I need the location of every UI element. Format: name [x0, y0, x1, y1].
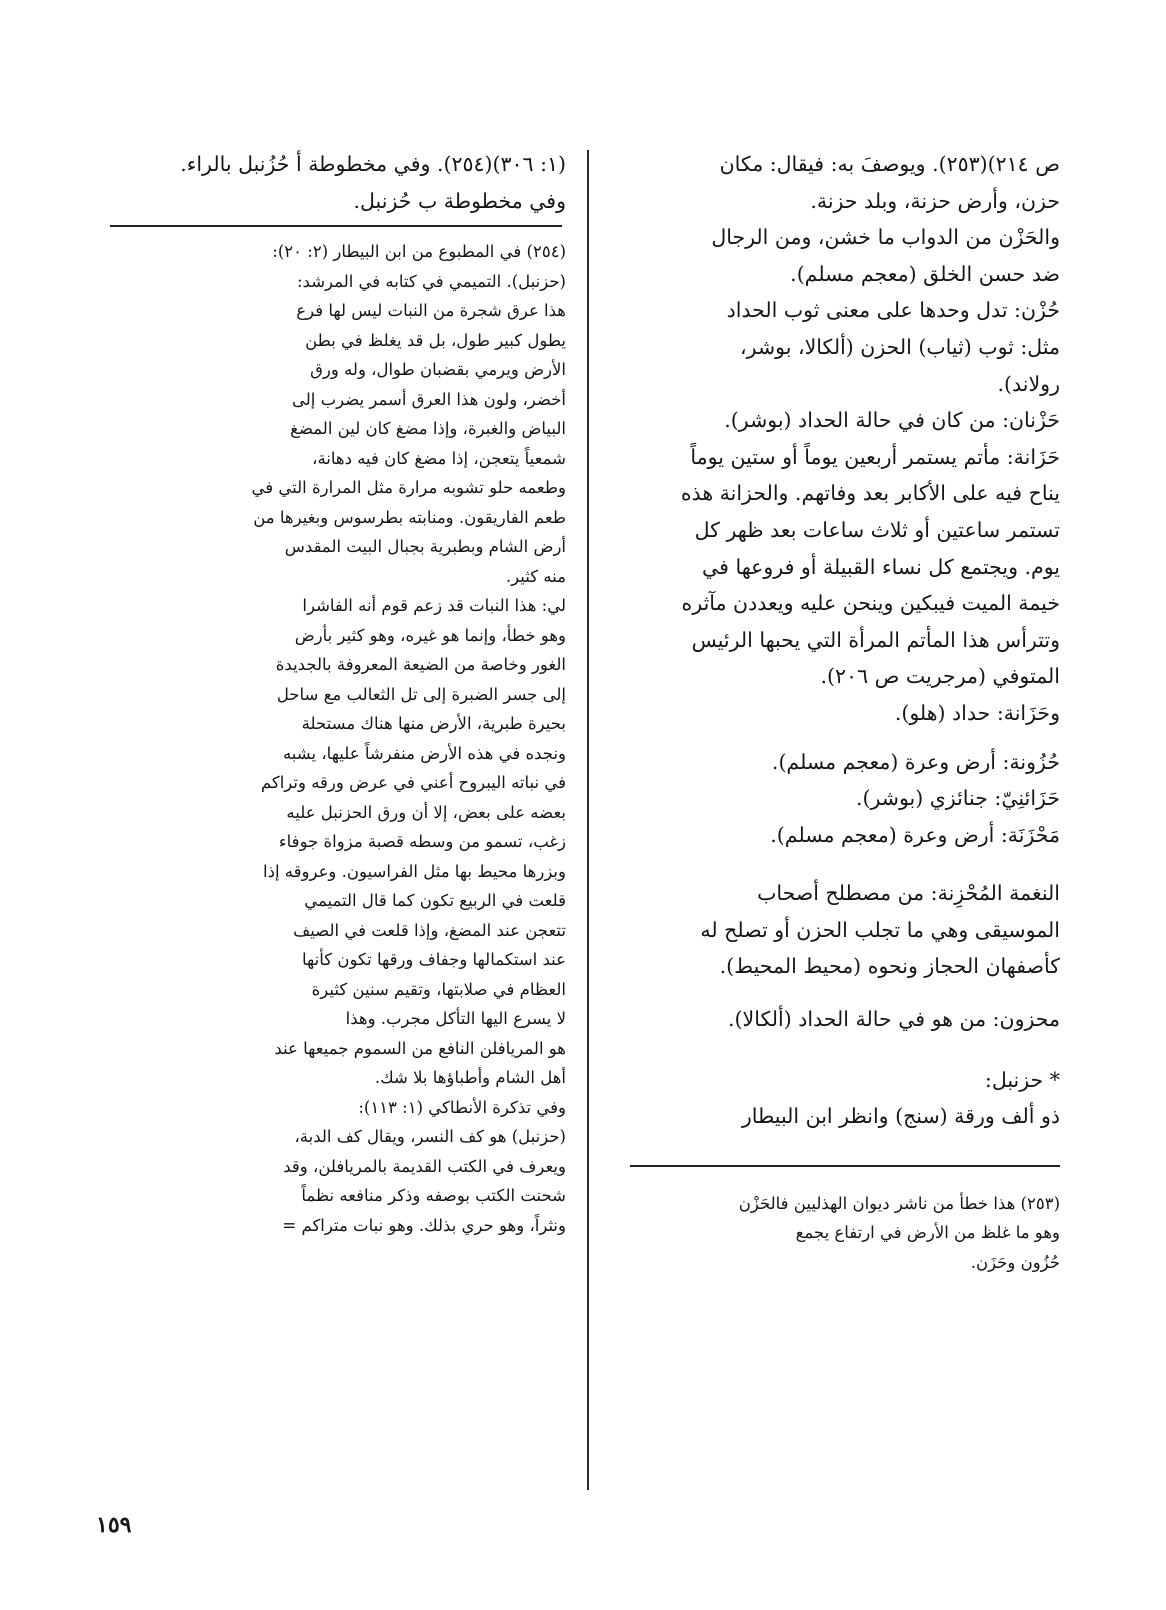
- right-hazanbal-entry: [620, 1062, 1060, 1135]
- text-line: ونثراً، وهو حري بذلك. وهو نبات متراكم =: [282, 1215, 566, 1235]
- text-line: وبزرها محيط بها مثل الفراسيون. وعروقه إذا: [263, 861, 566, 881]
- right-mahzun-entry: [620, 1001, 1060, 1038]
- text-line: وتترأس هذا المأتم المرأة التي يحبها الرئيس: [691, 627, 1060, 652]
- text-line: تتعجن عند المضغ، وإذا قلعت في الصيف: [293, 920, 566, 940]
- text-line: عند استكمالها وجفاف ورقها تكون كأنها: [302, 950, 566, 970]
- left-footnote: [110, 237, 566, 1240]
- text-line: وهو خطأ، وإنما هو غيره، وهو كثير بأرض: [294, 625, 566, 645]
- text-line: الغور وخاصة من الضيعة المعروفة بالجديدة: [275, 655, 566, 675]
- text-line: أهل الشام وأطباؤها بلا شك.: [374, 1068, 566, 1088]
- right-footnote: [620, 1189, 1060, 1278]
- text-line: البياض والغبرة، وإذا مضغ كان لين المضغ: [290, 419, 566, 439]
- text-line: خيمة الميت فيبكين وينحن عليه ويعددن مآثره: [681, 591, 1060, 616]
- page-number: ١٥٩: [96, 1512, 132, 1538]
- text-line: وطعمه حلو تشوبه مرارة مثل المرارة التي في: [251, 478, 566, 498]
- text-line: حُزُونة: أرض وعرة (معجم مسلم).: [771, 749, 1060, 774]
- text-line: يطول كبير طول، بل قد يغلظ في بطن: [305, 330, 566, 350]
- text-line: بحيرة طبرية، الأرض منها هناك مستحلة: [301, 714, 566, 734]
- text-line: يوم. ويجتمع كل نساء القبيلة أو فروعها في: [702, 554, 1060, 579]
- text-line: المتوفي (مرجريت ص ٢٠٦).: [820, 664, 1060, 689]
- text-line: بعضه على بعض، إلا أن ورق الحزنبل عليه: [286, 802, 566, 822]
- text-line: وحَزَانة: حداد (هلو).: [894, 700, 1060, 725]
- text-line: حَزَانة: مأتم يستمر أربعين يوماً أو ستين يوماً: [690, 444, 1060, 469]
- text-line: وفي تذكرة الأنطاكي (١: ١١٣):: [358, 1097, 566, 1117]
- text-line: يناح فيه على الأكابر بعد وفاتهم. والحزانة هذه: [680, 481, 1060, 506]
- text-line: العظام في صلابتها، وتقيم سنين كثيرة: [311, 979, 566, 999]
- text-line: هذا عرق شجرة من النبات ليس لها فرع: [296, 301, 566, 321]
- text-line: رولاند).: [997, 371, 1060, 396]
- text-line: النغمة المُحْزِنة: من مصطلح أصحاب: [757, 881, 1060, 906]
- text-line: قلعت في الربيع تكون كما قال التميمي: [304, 891, 566, 911]
- text-line: شمعياً يتعجن، إذا مضغ كان فيه دهانة،: [312, 448, 566, 468]
- text-line: إلى جسر الضبرة إلى تل الثعالب مع ساحل: [276, 684, 566, 704]
- text-line: حَزَائنِيّ: جنائزي (بوشر).: [855, 786, 1060, 811]
- text-line: * حزنبل:: [984, 1067, 1060, 1092]
- text-line: ضد حسن الخلق (معجم مسلم).: [790, 261, 1060, 286]
- text-line: مَحْزَنَة: أرض وعرة (معجم مسلم).: [770, 822, 1060, 847]
- text-line: شحنت الكتب بوصفه وذكر منافعه نظماً: [301, 1186, 566, 1206]
- text-line: طعم الفاريقون. ومنابته بطرسوس وبغيرها من: [253, 507, 566, 527]
- text-line: لا يسرع اليها التأكل مجرب. وهذا: [345, 1009, 566, 1029]
- text-line: أخضر، ولون هذا العرق أسمر يضرب إلى: [291, 389, 566, 409]
- text-line: (٢٥٤) في المطبوع من ابن البيطار (٢: ٢٠):: [272, 242, 566, 262]
- text-line: منه كثير.: [505, 566, 566, 586]
- text-line: كأصفهان الحجاز ونحوه (محيط المحيط).: [719, 954, 1060, 979]
- text-line: مثل: ثوب (ثياب) الحزن (ألكالا، بوشر،: [740, 334, 1060, 359]
- text-line: ويعرف في الكتب القديمة بالمريافلن، وقد: [283, 1156, 566, 1176]
- left-column: [110, 146, 566, 1240]
- right-music-entry: [620, 875, 1060, 985]
- text-line: حُزْن: تدل وحدها على معنى ثوب الحداد: [726, 298, 1060, 323]
- text-line: (١: ٣٠٦)(٢٥٤). وفي مخطوطة أ حُزُنبل بالراء.: [180, 152, 566, 176]
- text-line: زغب، تسمو من وسطه قصبة مزواة جوفاء: [278, 832, 566, 852]
- text-line: (حزنبل) هو كف النسر، ويقال كف الدبة،: [294, 1127, 566, 1147]
- text-line: هو المريافلن النافع من السموم جميعها عند: [274, 1038, 566, 1058]
- column-divider: [587, 150, 589, 1490]
- text-line: في نباته اليبروح أعني في عرض ورقه وتراكم: [260, 773, 566, 793]
- text-line: ذو ألف ورقة (سنج) وانظر ابن البيطار: [741, 1104, 1060, 1129]
- text-line: ونجده في هذه الأرض منفرشاً عليها، يشبه: [282, 743, 566, 763]
- text-line: حَزْنان: من كان في حالة الحداد (بوشر).: [724, 408, 1060, 433]
- text-line: حزن، وأرض حزنة، وبلد حزنة.: [810, 188, 1060, 213]
- text-line: ص ٢١٤)(٢٥٣). ويوصفَ به: فيقال: مكان: [719, 152, 1060, 176]
- right-column: [620, 146, 1060, 1277]
- text-line: الموسيقى وهي ما تجلب الحزن أو تصلح له: [700, 917, 1060, 942]
- text-line: محزون: من هو في حالة الحداد (ألكالا).: [728, 1007, 1060, 1032]
- left-top-text: [110, 146, 566, 219]
- text-line: تستمر ساعتين أو ثلاث ساعات بعد ظهر كل: [694, 517, 1060, 542]
- right-main-text: [620, 146, 1060, 732]
- right-entries-group: [620, 744, 1060, 854]
- text-line: حُزُون وحَزَن.: [970, 1252, 1060, 1272]
- text-line: الأرض ويرمي بقضبان طوال، وله ورق: [310, 360, 566, 380]
- text-line: (٢٥٣) هذا خطأ من ناشر ديوان الهذليين فالحَزْن: [738, 1193, 1060, 1213]
- text-line: والحَزْن من الدواب ما خشن، ومن الرجال: [711, 225, 1060, 250]
- text-line: وفي مخطوطة ب حُزنبل.: [353, 188, 566, 213]
- text-line: أرض الشام وبطبرية بجبال البيت المقدس: [284, 537, 566, 557]
- text-line: وهو ما غلظ من الأرض في ارتفاع يجمع: [795, 1223, 1060, 1243]
- text-line: (حزنبل). التميمي في كتابه في المرشد:: [297, 271, 566, 291]
- text-line: لي: هذا النبات قد زعم قوم أنه الفاشرا: [302, 596, 566, 616]
